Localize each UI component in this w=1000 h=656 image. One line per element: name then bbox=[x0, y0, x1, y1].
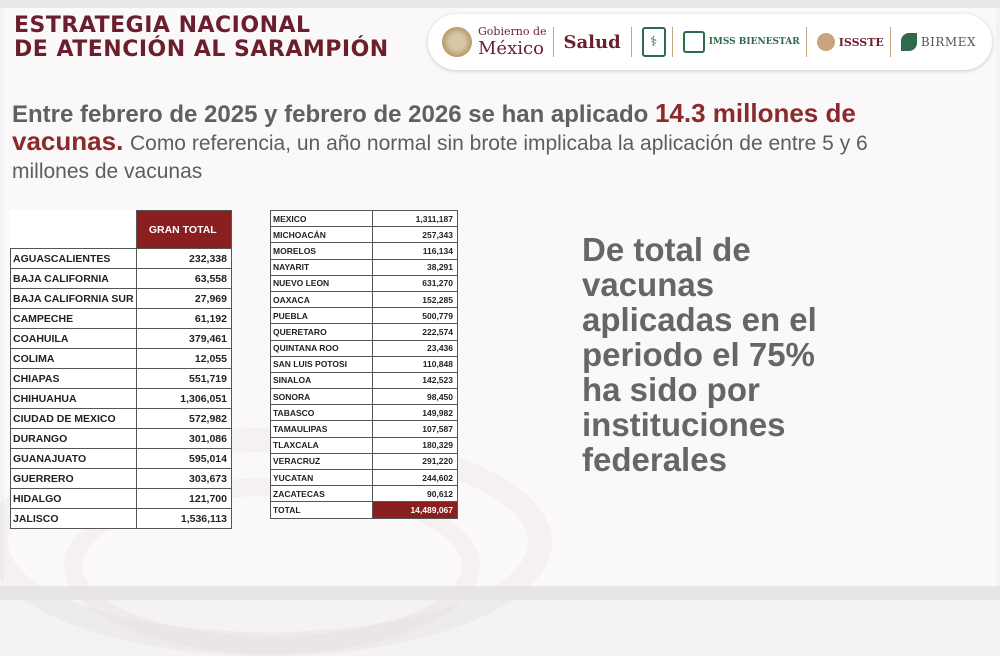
logo-divider bbox=[890, 27, 891, 57]
vaccine-count-cell: 222,574 bbox=[372, 324, 457, 340]
state-name-cell: YUCATAN bbox=[271, 470, 373, 486]
total-value-cell: 14,489,067 bbox=[372, 502, 457, 518]
intro-highlight: 14.3 millones de vacunas. bbox=[12, 98, 856, 156]
state-name-cell: AGUASCALIENTES bbox=[11, 249, 137, 269]
table-row bbox=[271, 243, 458, 259]
table-row bbox=[271, 308, 458, 324]
statement-line: instituciones bbox=[582, 406, 786, 443]
issste-emblem-icon bbox=[817, 33, 835, 51]
vaccines-table-left bbox=[10, 210, 232, 529]
vaccine-count-cell: 110,848 bbox=[372, 356, 457, 372]
logo-divider bbox=[672, 27, 673, 57]
state-name-cell: OAXACA bbox=[271, 291, 373, 307]
state-name-cell: MORELOS bbox=[271, 243, 373, 259]
state-name-cell: BAJA CALIFORNIA SUR bbox=[11, 289, 137, 309]
statement-line: ha sido por bbox=[582, 371, 760, 408]
state-name-cell: SAN LUIS POTOSI bbox=[271, 356, 373, 372]
state-name-cell: DURANGO bbox=[11, 429, 137, 449]
state-name-cell: TAMAULIPAS bbox=[271, 421, 373, 437]
imss-icon: ⚕ bbox=[642, 27, 666, 57]
vaccine-count-cell: 551,719 bbox=[136, 369, 231, 389]
table-row bbox=[271, 389, 458, 405]
title-line-1: ESTRATEGIA NACIONAL bbox=[14, 13, 311, 38]
state-name-cell: CHIAPAS bbox=[11, 369, 137, 389]
vaccine-count-cell: 631,270 bbox=[372, 275, 457, 291]
vaccine-count-cell: 152,285 bbox=[372, 291, 457, 307]
vaccine-count-cell: 116,134 bbox=[372, 243, 457, 259]
state-name-cell: MICHOACÁN bbox=[271, 227, 373, 243]
vaccine-count-cell: 107,587 bbox=[372, 421, 457, 437]
table-row bbox=[11, 269, 232, 289]
statement-line: vacunas bbox=[582, 266, 715, 303]
table-row bbox=[11, 309, 232, 329]
state-name-cell: GUERRERO bbox=[11, 469, 137, 489]
bottom-border bbox=[0, 586, 1000, 600]
state-name-cell: TABASCO bbox=[271, 405, 373, 421]
table-row bbox=[271, 486, 458, 502]
table-header-row bbox=[11, 211, 232, 249]
table-row bbox=[271, 275, 458, 291]
total-label-cell: TOTAL bbox=[271, 502, 373, 518]
vaccine-count-cell: 1,536,113 bbox=[136, 509, 231, 529]
state-name-cell: COLIMA bbox=[11, 349, 137, 369]
vaccines-table-right bbox=[270, 210, 458, 519]
table-row bbox=[271, 227, 458, 243]
statement-line: aplicadas en el bbox=[582, 301, 817, 338]
vaccine-count-cell: 149,982 bbox=[372, 405, 457, 421]
table-row bbox=[11, 389, 232, 409]
table-row bbox=[271, 421, 458, 437]
state-name-cell: JALISCO bbox=[11, 509, 137, 529]
statement-line: periodo el 75% bbox=[582, 336, 815, 373]
state-name-cell: CAMPECHE bbox=[11, 309, 137, 329]
vaccine-count-cell: 121,700 bbox=[136, 489, 231, 509]
birmex-label: BIRMEX bbox=[920, 35, 976, 49]
state-name-cell: SONORA bbox=[271, 389, 373, 405]
birmex-leaf-icon bbox=[901, 33, 917, 51]
vaccine-count-cell: 98,450 bbox=[372, 389, 457, 405]
federal-institutions-statement bbox=[582, 232, 892, 477]
vaccine-count-cell: 1,306,051 bbox=[136, 389, 231, 409]
imss-bienestar-icon bbox=[683, 31, 705, 53]
vaccine-count-cell: 595,014 bbox=[136, 449, 231, 469]
table-row bbox=[271, 324, 458, 340]
logo-divider bbox=[806, 27, 807, 57]
table-row bbox=[11, 449, 232, 469]
vaccine-count-cell: 303,673 bbox=[136, 469, 231, 489]
statement-line: De total de bbox=[582, 231, 751, 268]
logo-bar bbox=[428, 14, 992, 70]
state-name-cell: BAJA CALIFORNIA bbox=[11, 269, 137, 289]
state-name-cell: TLAXCALA bbox=[271, 437, 373, 453]
state-name-cell: CHIHUAHUA bbox=[11, 389, 137, 409]
vaccine-count-cell: 63,558 bbox=[136, 269, 231, 289]
state-name-cell: GUANAJUATO bbox=[11, 449, 137, 469]
vaccine-count-cell: 232,338 bbox=[136, 249, 231, 269]
state-name-cell: COAHUILA bbox=[11, 329, 137, 349]
vaccine-count-cell: 257,343 bbox=[372, 227, 457, 243]
table-row bbox=[11, 329, 232, 349]
intro-reference: Como referencia, un año normal sin brote implicaba la aplicación de entre 5 y 6 millones de vacunas bbox=[12, 132, 868, 183]
vaccine-count-cell: 38,291 bbox=[372, 259, 457, 275]
state-name-cell: QUERETARO bbox=[271, 324, 373, 340]
state-name-cell: CIUDAD DE MEXICO bbox=[11, 409, 137, 429]
issste-label: ISSSTE bbox=[838, 35, 884, 49]
vaccine-count-cell: 90,612 bbox=[372, 486, 457, 502]
logo-divider bbox=[631, 27, 632, 57]
vaccine-count-cell: 244,602 bbox=[372, 470, 457, 486]
table-row bbox=[271, 405, 458, 421]
logo-divider bbox=[553, 27, 554, 57]
gran-total-header: GRAN TOTAL bbox=[136, 211, 231, 249]
table-row bbox=[11, 409, 232, 429]
vaccine-count-cell: 379,461 bbox=[136, 329, 231, 349]
table-row bbox=[271, 437, 458, 453]
state-name-cell: NUEVO LEON bbox=[271, 275, 373, 291]
table-row bbox=[271, 372, 458, 388]
vaccine-count-cell: 61,192 bbox=[136, 309, 231, 329]
vaccine-count-cell: 301,086 bbox=[136, 429, 231, 449]
intro-paragraph bbox=[12, 100, 892, 185]
mexico-label: México bbox=[478, 38, 544, 59]
table-row bbox=[271, 356, 458, 372]
total-row bbox=[271, 502, 458, 518]
table-row bbox=[11, 469, 232, 489]
table-row bbox=[11, 369, 232, 389]
vaccine-count-cell: 12,055 bbox=[136, 349, 231, 369]
table-row bbox=[271, 211, 458, 227]
table-row bbox=[271, 259, 458, 275]
header-blank-cell bbox=[11, 211, 137, 249]
top-border bbox=[0, 0, 1000, 8]
table-row bbox=[271, 470, 458, 486]
vaccine-count-cell: 142,523 bbox=[372, 372, 457, 388]
state-name-cell: HIDALGO bbox=[11, 489, 137, 509]
state-name-cell: VERACRUZ bbox=[271, 453, 373, 469]
title-line-2: DE ATENCIÓN AL SARAMPIÓN bbox=[14, 37, 389, 62]
slide-title bbox=[14, 14, 389, 62]
imss-logo bbox=[638, 14, 666, 70]
vaccine-count-cell: 572,982 bbox=[136, 409, 231, 429]
table-row bbox=[11, 289, 232, 309]
state-name-cell: MEXICO bbox=[271, 211, 373, 227]
vaccine-count-cell: 27,969 bbox=[136, 289, 231, 309]
table-row bbox=[11, 509, 232, 529]
state-name-cell: ZACATECAS bbox=[271, 486, 373, 502]
state-name-cell: PUEBLA bbox=[271, 308, 373, 324]
imss-bienestar-logo bbox=[679, 14, 800, 70]
gobierno-label: Gobierno de bbox=[478, 25, 547, 38]
statement-line: federales bbox=[582, 441, 727, 478]
state-name-cell: NAYARIT bbox=[271, 259, 373, 275]
table-row bbox=[271, 340, 458, 356]
salud-label: Salud bbox=[563, 31, 621, 53]
table-row bbox=[11, 349, 232, 369]
table-row bbox=[11, 489, 232, 509]
state-name-cell: QUINTANA ROO bbox=[271, 340, 373, 356]
vaccine-count-cell: 23,436 bbox=[372, 340, 457, 356]
table-row bbox=[11, 249, 232, 269]
vaccine-count-cell: 180,329 bbox=[372, 437, 457, 453]
vaccine-count-cell: 500,779 bbox=[372, 308, 457, 324]
vaccine-count-cell: 291,220 bbox=[372, 453, 457, 469]
issste-logo bbox=[813, 14, 884, 70]
imss-bienestar-label: IMSS BIENESTAR bbox=[708, 37, 800, 47]
vaccine-count-cell: 1,311,187 bbox=[372, 211, 457, 227]
table-row bbox=[11, 429, 232, 449]
table-row bbox=[271, 453, 458, 469]
gobierno-mexico-logo bbox=[428, 14, 547, 70]
salud-logo bbox=[560, 14, 625, 70]
intro-lead: Entre febrero de 2025 y febrero de 2026 se han aplicado bbox=[12, 101, 649, 128]
birmex-logo bbox=[897, 14, 976, 70]
national-seal-icon bbox=[442, 27, 472, 57]
state-name-cell: SINALOA bbox=[271, 372, 373, 388]
table-row bbox=[271, 291, 458, 307]
